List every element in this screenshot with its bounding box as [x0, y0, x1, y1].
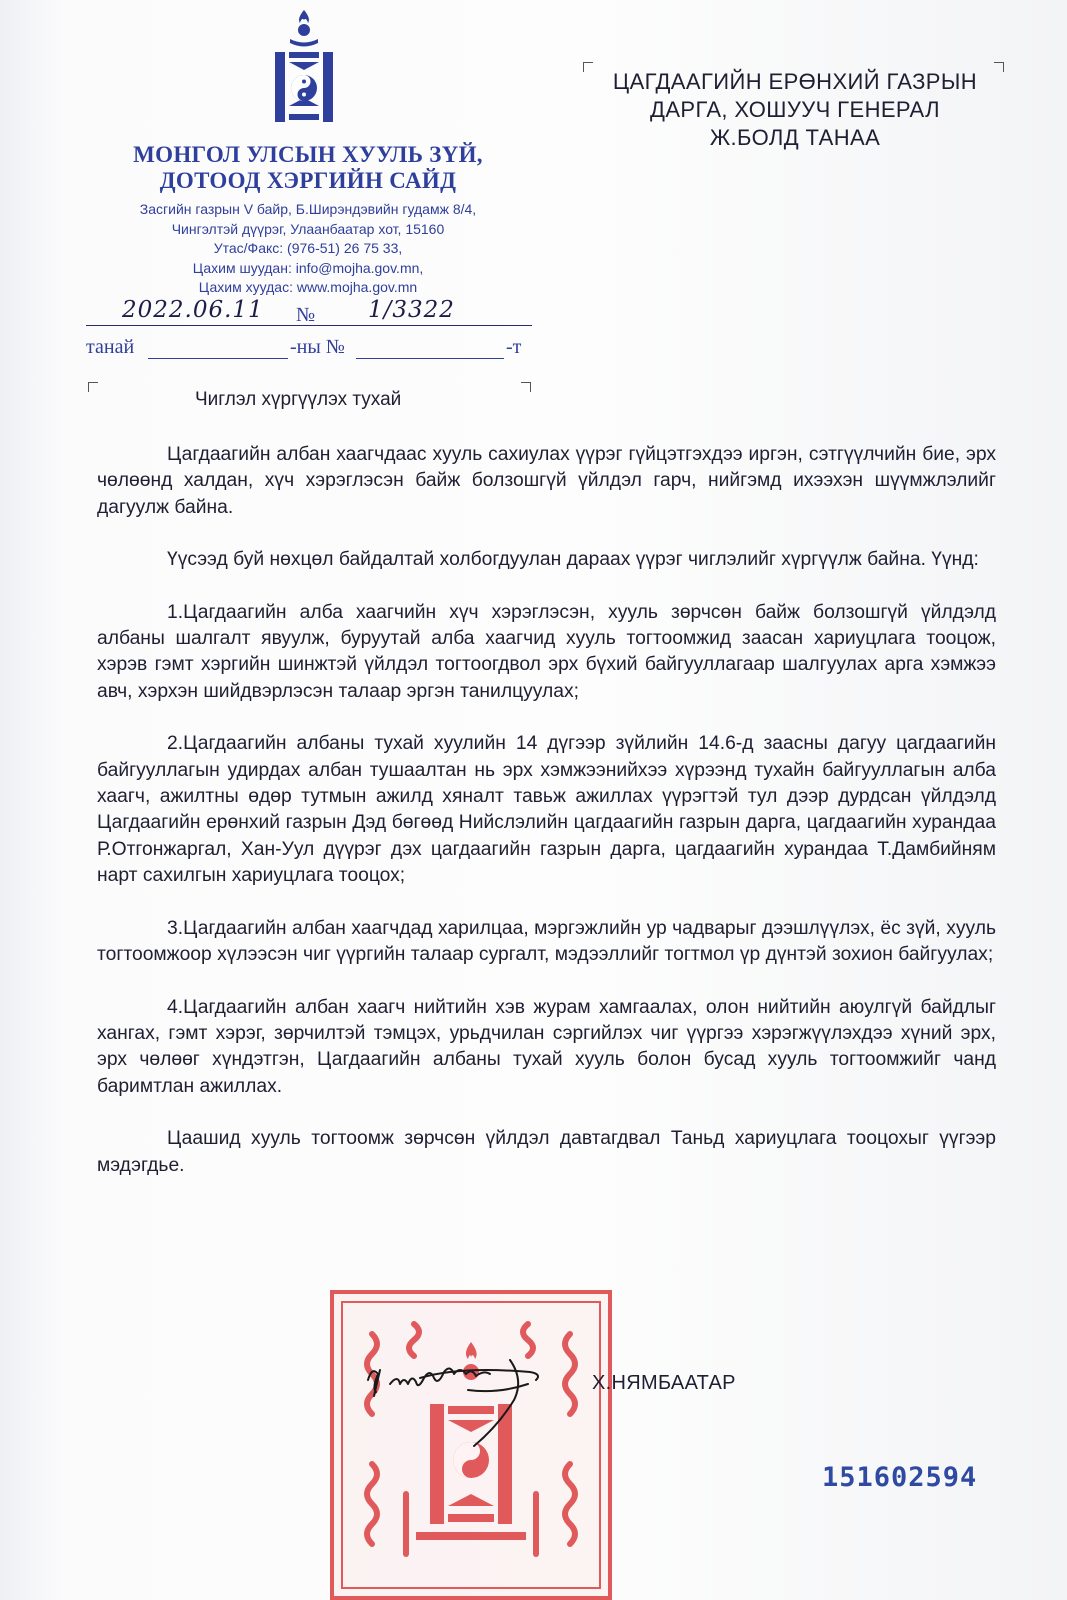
org-name-line-2: ДОТООД ХЭРГИЙН САЙД [159, 168, 457, 193]
letter-subject: Чиглэл хүргүүлэх тухай [195, 389, 402, 410]
org-name-line-1: МОНГОЛ УЛСЫН ХУУЛЬ ЗҮЙ, [133, 142, 483, 167]
ref-label-number: -ны № [290, 336, 345, 358]
outgoing-registration-line [86, 296, 532, 328]
letter-body [97, 442, 996, 1205]
number-label: № [296, 304, 316, 326]
address-line: Засгийн газрын V байр, Б.Ширэндэвийн гудамж 8/4, [139, 201, 477, 217]
recipient-line-1: ЦАГДААГИЙН ЕРӨНХИЙ ГАЗРЫН [612, 69, 978, 94]
address-line: Цахим хуудас: www.mojha.gov.mn [198, 279, 418, 295]
letter-date: 2022.06.11 [122, 297, 264, 323]
letter-number: 1/3322 [368, 297, 455, 323]
subject-corner-mark [521, 382, 531, 392]
recipient-line-2: ДАРГА, ХОШУУЧ ГЕНЕРАЛ [650, 97, 940, 122]
registration-number: 151602594 [822, 1462, 978, 1493]
subject-corner-mark [88, 382, 98, 392]
ref-label-yours: танай [86, 336, 135, 358]
body-paragraph: 3.Цагдаагийн албан хаагчдад харилцаа, мэргэжлийн ур чадварыг дээшлүүлэх, ёс зүй, хууль тогтоомжоор хүлээсэн чиг үүргийн талаар сургалт, мэдээллийг тогтмол үр дүнтэй зохион байгуулах; [97, 917, 996, 966]
body-paragraph: 4.Цагдаагийн албан хаагч нийтийн хэв журам хамгаалах, олон нийтийн аюулгүй байдлыг хангах, гэмт хэрэг, зөрчилтэй тэмцэх, урьдчилан сэргийлэх чиг үүргээ хэрэгжүүлэхдээ хүний эрх, эрх чөлөөг хүндэтгэн, Цагдаагийн албаны тухай хууль болон бусад хууль тогтоомжийг чанд баримтлан ажиллах. [97, 996, 996, 1097]
handwritten-signature-icon [360, 1340, 570, 1450]
organization-name [88, 142, 528, 194]
address-line: Чингэлтэй дүүрэг, Улаанбаатар хот, 15160 [171, 220, 445, 237]
recipient-block [590, 68, 1000, 152]
ref-date-blank [148, 336, 288, 359]
ref-number-blank [356, 336, 504, 359]
signer-name: Х.НЯМБААТАР [592, 1372, 736, 1394]
body-paragraph: Үүсээд буй нөхцөл байдалтай холбогдуулан дараах үүрэг чиглэлийг хүргүүлж байна. Үүнд: [167, 549, 979, 571]
address-line: Утас/Факс: (976-51) 26 75 33, [213, 240, 403, 256]
ref-label-suffix: -т [506, 336, 522, 358]
organization-address [88, 200, 528, 298]
body-paragraph: 2.Цагдаагийн албаны тухай хуулийн 14 дүгээр зүйлийн 14.6-д заасны дагуу цагдаагийн байгууллагын удирдах албан тушаалтан нь эрх хэмжээнийхээ хүрээнд тухайн байгууллагын алба хаагч, ажилтны өдөр тутмын ажилд хяналт тавьж ажиллах үүрэгтэй тул дээр дурдсан үйлдэлд Цагдаагийн ерөнхий газрын Дэд бөгөөд Нийслэлийн цагдаагийн газрын дарга, цагдаагийн хурандаа Р.Отгонжаргал, Хан-Уул дүүрэг дэх цагдаагийн газрын дарга, цагдаагийн хурандаа Т.Дамбийням нарт сахилгын хариуцлага тооцох; [97, 733, 996, 887]
body-paragraph: 1.Цагдаагийн алба хаагчийн хүч хэрэглэсэн, хууль зөрчсөн байж болзошгүй үйлдэлд албаны шалгалт явуулж, буруутай алба хаагчид хууль тогтоомжид заасан хариуцлага тооцож, хэрэв гэмт хэргийн шинжтэй үйлдэл тогтоогдвол эрх бүхий байгууллагаар шалгуулах арга хэмжээ авч, хэрхэн шийдвэрлэсэн талаар эргэн танилцуулах; [97, 601, 996, 702]
address-line: Цахим шуудан: info@mojha.gov.mn, [192, 259, 424, 276]
recipient-line-3: Ж.БОЛД ТАНАА [709, 125, 881, 150]
body-paragraph: Цагдаагийн албан хаагчдаас хууль сахиулах үүрэг гүйцэтгэхдээ иргэн, сэтгүүлчийн бие, эрх чөлөөнд халдан, хүч хэрэглэсэн байж болзошгүй үйлдэл гарч, нийгэмд ихээхэн шүүмжлэлийг дагуулж байна. [97, 444, 996, 518]
soyombo-emblem-icon [272, 8, 336, 126]
incoming-reference-line [86, 336, 532, 362]
body-paragraph: Цаашид хууль тогтоомж зөрчсөн үйлдэл давтагдвал Таньд хариуцлага тооцохыг үүгээр мэдэгдье. [97, 1128, 996, 1176]
